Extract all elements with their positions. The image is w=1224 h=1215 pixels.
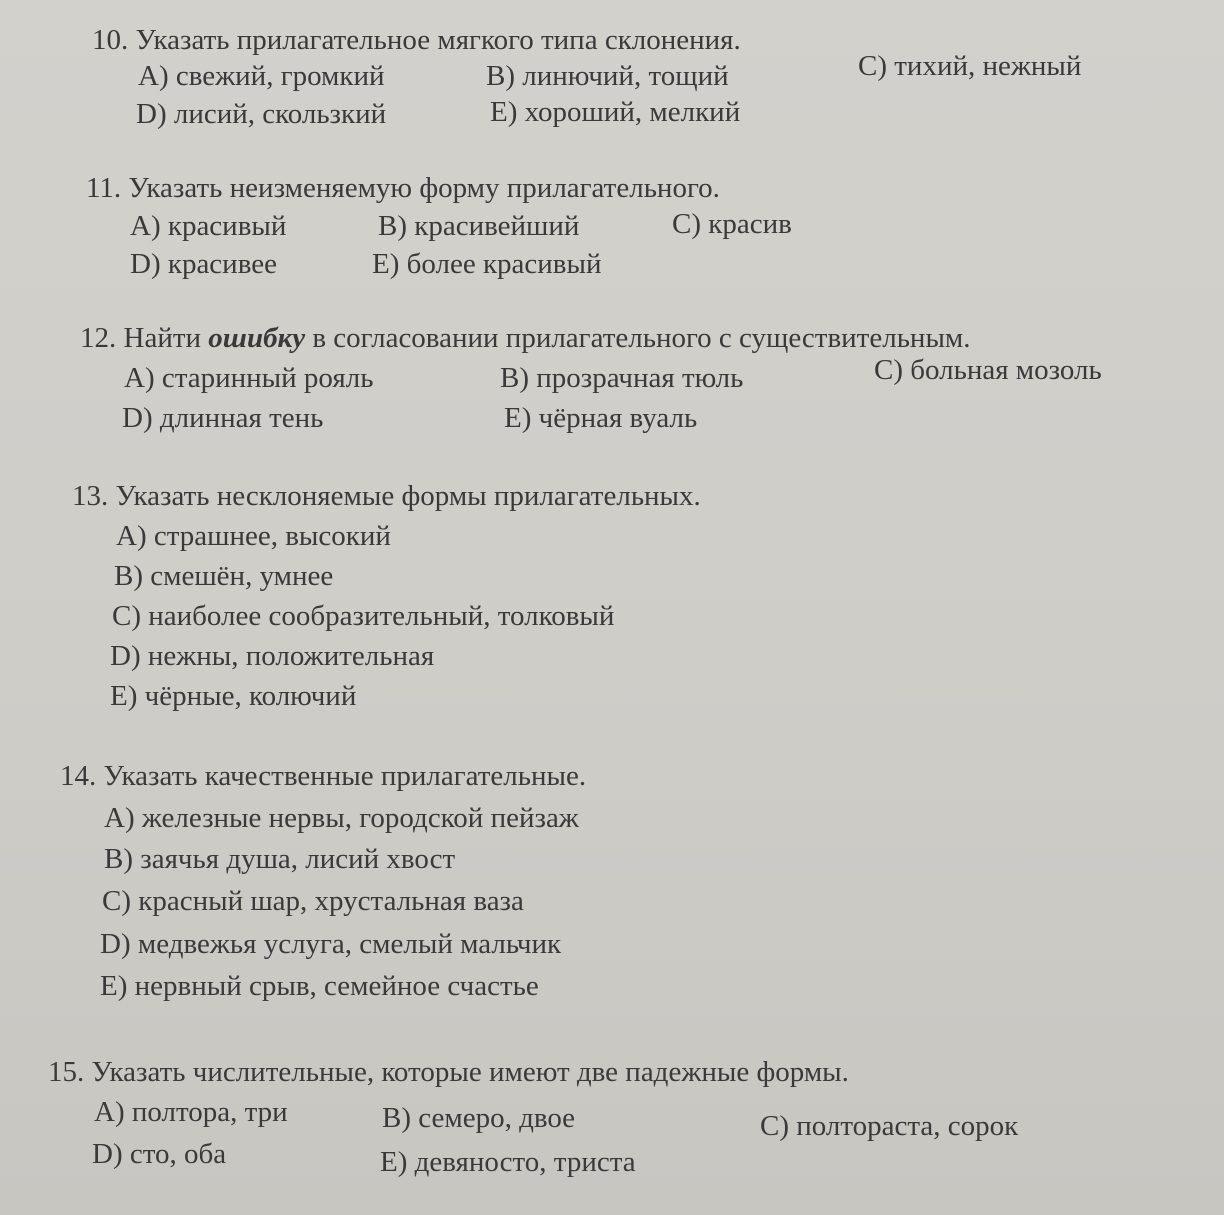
option-a: A) железные нервы, городской пейзаж <box>104 802 579 834</box>
option-a: A) старинный рояль <box>124 362 374 394</box>
option-b: B) красивейший <box>378 210 580 242</box>
option-e: E) чёрная вуаль <box>504 402 698 434</box>
option-d: D) сто, оба <box>92 1138 227 1170</box>
option-a: A) страшнее, высокий <box>116 520 391 552</box>
option-e: E) более красивый <box>372 248 602 280</box>
option-e: E) чёрные, колючий <box>110 680 357 712</box>
question-title: 10. Указать прилагательное мягкого типа склонения. <box>92 24 741 56</box>
option-b: B) семеро, двое <box>382 1102 576 1134</box>
option-e: E) хороший, мелкий <box>490 96 741 128</box>
option-d: D) лисий, скользкий <box>136 98 387 130</box>
option-d: D) медвежья услуга, смелый мальчик <box>100 928 562 960</box>
option-b: B) смешён, умнее <box>114 560 334 592</box>
option-a: A) полтора, три <box>94 1096 288 1128</box>
option-c: C) полтораста, сорок <box>760 1110 1019 1142</box>
option-c: C) красный шар, хрустальная ваза <box>102 885 524 917</box>
title-end: в согласовании прилагательного с существительным. <box>305 322 971 354</box>
question-title: 11. Указать неизменяемую форму прилагательного. <box>86 172 720 204</box>
option-c: C) больная мозоль <box>874 354 1102 386</box>
option-b: B) прозрачная тюль <box>500 362 744 394</box>
option-c: C) красив <box>672 208 792 240</box>
option-d: D) длинная тень <box>122 402 324 434</box>
option-e: E) нервный срыв, семейное счастье <box>100 970 539 1002</box>
option-e: E) девяносто, триста <box>380 1146 636 1178</box>
option-d: D) нежны, положительная <box>110 640 435 672</box>
question-title: 14. Указать качественные прилагательные. <box>60 760 587 792</box>
option-c: C) тихий, нежный <box>858 50 1082 82</box>
option-b: B) заячья душа, лисий хвост <box>104 843 456 875</box>
option-b: B) линючий, тощий <box>486 60 729 92</box>
question-title: 15. Указать числительные, которые имеют две падежные формы. <box>48 1056 849 1088</box>
title-start: 12. Найти <box>80 322 209 354</box>
option-c: C) наиболее сообразительный, толковый <box>112 600 615 632</box>
option-a: A) красивый <box>130 210 287 242</box>
question-title: 13. Указать несклоняемые формы прилагательных. <box>72 480 701 512</box>
option-d: D) красивее <box>130 248 277 280</box>
option-a: A) свежий, громкий <box>138 60 385 92</box>
question-title <box>80 322 971 355</box>
title-emphasis: ошибку <box>208 322 306 354</box>
